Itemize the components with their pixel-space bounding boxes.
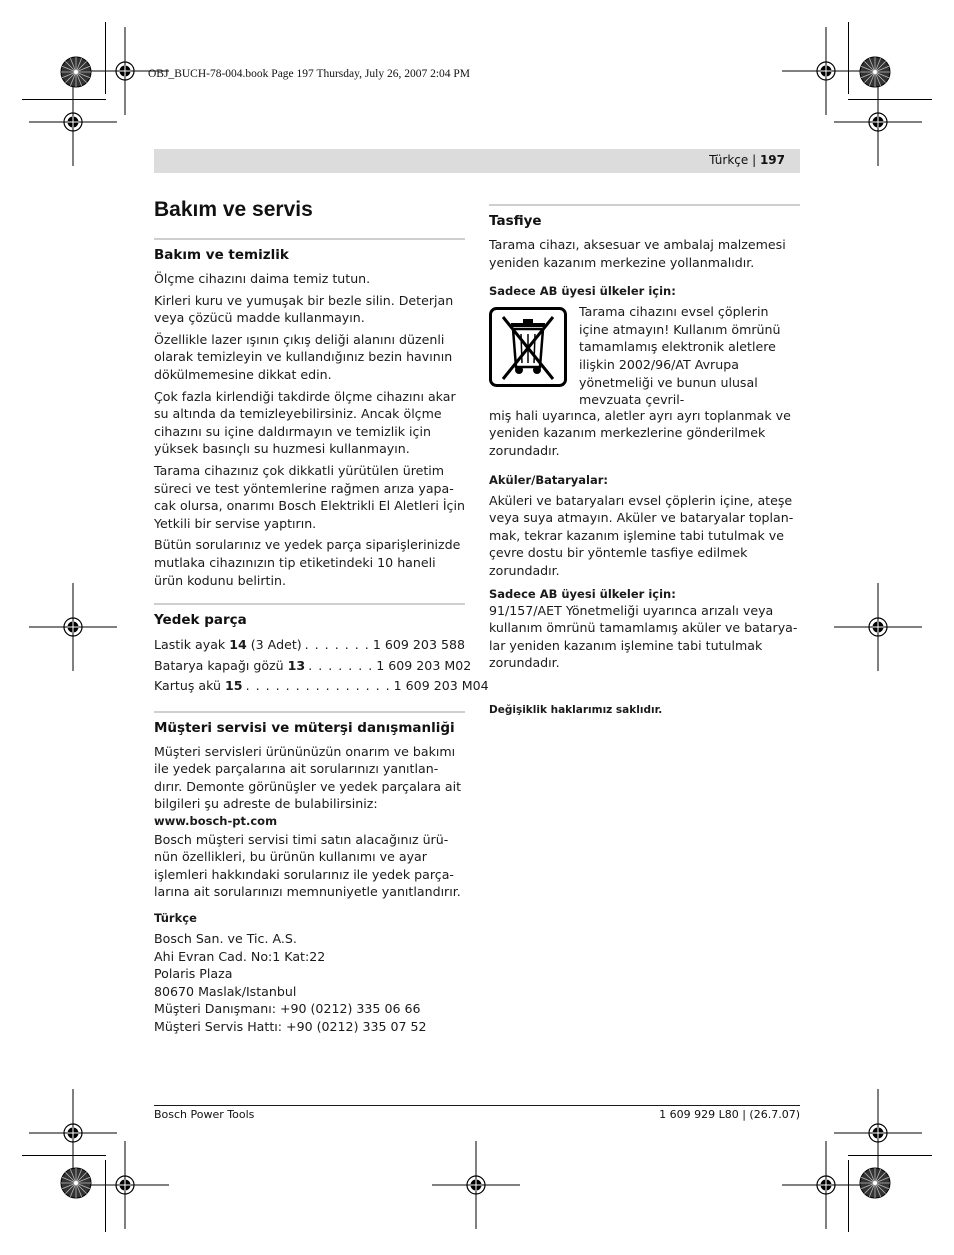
- weee-notice: Tarama cihazını evsel çöplerin içine atmayın! Kullanım ömrünü tamamlamış elektronik aletlere ilişkin 2002/96/AT Avrupa yönetmeliği ve bunun ulusal mevzuata çevril-: [579, 304, 781, 408]
- page-number: 197: [759, 153, 785, 167]
- paragraph: Aküleri ve bataryaları evsel çöplerin içine, ateşe veya suya atmayın. Aküler ve bataryalar toplan-mak, tekrar kazanım işlemine tabi tutulmak ve çevre dostu bir yöntemle tasfiye edilmek zorundadır.: [489, 492, 794, 578]
- paragraph: Ölçme cihazını daima temiz tutun.: [154, 271, 371, 286]
- section-spare-parts: [154, 603, 489, 697]
- weee-block: [489, 303, 800, 409]
- paragraph: Kirleri kuru ve yumuşak bir bezle silin. Deterjan veya çözücü madde kullanmayın.: [154, 292, 454, 326]
- paragraph: Özellikle lazer ışının çıkış deliği alanını düzenli olarak temizleyin ve kullandığınız bezin havının dökülmemesine dikkat edin.: [154, 331, 453, 382]
- section-maintenance: [154, 238, 465, 589]
- phone-line: Müşteri Servis Hattı: +90 (0212) 335 07 52: [154, 1018, 427, 1034]
- website-url: www.bosch-pt.com: [154, 813, 278, 828]
- leader-dots: . . . . . . .: [304, 637, 370, 653]
- paragraph: Çok fazla kirlendiği takdirde ölçme cihazını akar su altında da temizleyebilirsiniz. Ancak ölçme cihazını su içine daldırmayın ve temizlik için yüksek basınçlı su huzmesi kullanmayın.: [154, 388, 456, 457]
- running-header: [154, 149, 800, 173]
- paragraph: Tarama cihazınız çok dikkatli yürütülen üretim süreci ve test yöntemlerine rağmen arıza yapa-cak olursa, onarımı Bosch Elektrikli El Aletleri İçin Yetkili bir servise yaptırın.: [154, 462, 465, 531]
- paragraph: Müşteri servisleri ürününüzün onarım ve bakımı ile yedek parçalarına ait sorularınızı yanıtlan-dırır. Demonte görünüşler ve yedek parçalara ait bilgileri şu adreste de bulabilirsiniz:: [154, 743, 462, 812]
- left-column: [154, 196, 489, 1036]
- part-name: Lastik ayak: [154, 637, 230, 653]
- page-title: Bakım ve servis: [154, 198, 313, 221]
- header-text: [709, 153, 785, 167]
- paragraph: miş hali uyarınca, aletler ayrı ayrı toplanmak ve yeniden kazanım merkezlerine gönderilmek zorundadır.: [489, 407, 791, 458]
- address-line: Bosch San. ve Tic. A.S.: [154, 930, 297, 946]
- leader-dots: . . . . . . .: [308, 657, 374, 673]
- paragraph: Bosch müşteri servisi timi satın alacağınız ürü-nün özellikleri, bu ürünün kullanımı ve ayar işlemleri hakkındaki sorularınız ile yedek parça-larına ait sorularınızı memnuniyetle yanıtlandırır.: [154, 831, 461, 900]
- spare-part-row: [154, 656, 472, 677]
- rights-reserved-note: Değişiklik haklarımız saklıdır.: [489, 703, 663, 716]
- part-name: Kartuş akü: [154, 678, 226, 694]
- footer-brand: Bosch Power Tools: [154, 1108, 255, 1121]
- part-number: 1 609 203 588: [372, 637, 465, 653]
- batteries-label: Aküler/Bataryalar:: [489, 472, 609, 487]
- address-line: Ahi Evran Cad. No:1 Kat:22: [154, 948, 326, 964]
- paragraph: Bütün sorularınız ve yedek parça siparişlerinizde mutlaka cihazınızın tip etiketindeki 10 haneli ürün kodunu belirtin.: [154, 537, 461, 588]
- section-heading: Bakım ve temizlik: [154, 247, 289, 263]
- part-number: 1 609 203 M04: [393, 678, 489, 694]
- section-disposal: [489, 204, 800, 716]
- country-label: Türkçe: [154, 910, 197, 925]
- right-column: [489, 204, 800, 716]
- part-ref: 14: [229, 637, 247, 653]
- section-rule: [489, 204, 800, 206]
- phone-line: Müşteri Danışmanı: +90 (0212) 335 06 66: [154, 1001, 421, 1017]
- part-number: 1 609 203 M02: [376, 657, 472, 673]
- section-rule: [154, 603, 465, 605]
- header-separator: |: [748, 153, 760, 167]
- part-ref: 13: [287, 657, 306, 673]
- print-info-line: OBJ_BUCH-78-004.book Page 197 Thursday, July 26, 2007 2:04 PM: [148, 68, 471, 80]
- crossed-out-wheeled-bin-icon: [489, 307, 567, 387]
- part-ref: 15: [225, 678, 243, 694]
- part-name: Batarya kapağı gözü: [154, 657, 288, 673]
- eu-label: Sadece AB üyesi ülkeler için:: [489, 284, 676, 299]
- eu-label: Sadece AB üyesi ülkeler için:: [489, 586, 676, 601]
- leader-dots: . . . . . . . . . . . . . . .: [245, 678, 391, 694]
- address-line: Polaris Plaza: [154, 966, 233, 982]
- paragraph: Tarama cihazı, aksesuar ve ambalaj malzemesi yeniden kazanım merkezine yollanmalıdır.: [489, 237, 786, 270]
- section-rule: [154, 238, 465, 240]
- section-heading: Yedek parça: [154, 612, 247, 629]
- section-rule: [154, 711, 465, 713]
- footer-rule: [154, 1105, 800, 1106]
- paragraph: 91/157/AET Yönetmeliği uyarınca arızalı veya kullanım ömrünü tamamlamış aküler ve batarya-lar yeniden kazanım işlemine tabi tutulmak zorundadır.: [489, 602, 798, 671]
- address-line: 80670 Maslak/Istanbul: [154, 983, 297, 999]
- section-heading: Tasfiye: [489, 213, 542, 229]
- section-customer-service: [154, 711, 465, 1036]
- footer-doc-number: 1 609 929 L80 | (26.7.07): [659, 1108, 800, 1121]
- spare-part-row: [154, 676, 489, 697]
- spare-part-row: [154, 635, 465, 656]
- part-qty: (3 Adet): [246, 637, 302, 653]
- header-language: Türkçe: [709, 153, 749, 167]
- section-heading: Müşteri servisi ve müterşi danışmanliği: [154, 719, 455, 736]
